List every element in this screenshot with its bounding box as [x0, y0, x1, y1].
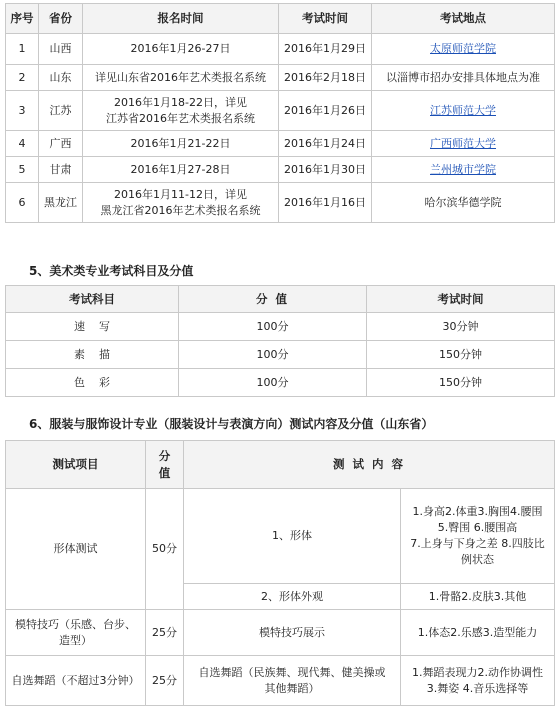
- fashion-test-table: [5, 440, 555, 706]
- table-row: [6, 313, 555, 341]
- cell-num: 1: [6, 34, 39, 65]
- table-row: [6, 341, 555, 369]
- detail-body: [401, 489, 555, 584]
- cell-exam-time: 2016年2月18日: [279, 65, 372, 91]
- cell-province: 黑龙江: [39, 183, 83, 223]
- cell-score: 100分: [179, 369, 367, 397]
- sub-item-dance: [184, 656, 401, 706]
- cell-province: 山东: [39, 65, 83, 91]
- header-exam-time: 考试时间: [279, 4, 372, 34]
- cell-time: 30分钟: [367, 313, 555, 341]
- registration-line: 2016年1月21-22日: [130, 136, 231, 150]
- header-time: 考试时间: [367, 286, 555, 313]
- art-subjects-table: [5, 285, 555, 397]
- detail-appearance: 1.骨骼2.皮肤3.其他: [401, 584, 555, 610]
- header-score-line1: 分: [158, 448, 171, 463]
- cell-exam-place: [372, 131, 555, 157]
- header-subject: 考试科目: [6, 286, 179, 313]
- table-header-row: [6, 4, 555, 34]
- header-exam-place: 考试地点: [372, 4, 555, 34]
- detail-line: 5.臀围 6.腰围高: [437, 521, 518, 535]
- cell-time: 150分钟: [367, 341, 555, 369]
- cell-exam-place: [372, 34, 555, 65]
- cell-registration: [83, 65, 279, 91]
- exam-place-link[interactable]: 太原师范学院: [430, 42, 496, 56]
- cell-num: 6: [6, 183, 39, 223]
- item-dance: 自选舞蹈（不超过3分钟）: [6, 656, 146, 706]
- cell-subject: 素 描: [6, 341, 179, 369]
- cell-exam-time: 2016年1月16日: [279, 183, 372, 223]
- cell-subject: 速 写: [6, 313, 179, 341]
- sub-item-model-skill: 模特技巧展示: [184, 610, 401, 656]
- cell-exam-place: [372, 157, 555, 183]
- detail-line: 例状态: [461, 552, 494, 566]
- cell-subject: 色 彩: [6, 369, 179, 397]
- header-test-content: 测 试 内 容: [184, 441, 555, 489]
- table-row: [6, 65, 555, 91]
- sub-item-body: 1、形体: [184, 489, 401, 584]
- table-row: [6, 610, 555, 656]
- exam-place-link[interactable]: 江苏师范大学: [430, 103, 496, 117]
- detail-line: 7.上身与下身之差 8.四肢比: [410, 537, 545, 550]
- item-line: 模特技巧（乐感、台步、: [15, 617, 136, 631]
- cell-num: 5: [6, 157, 39, 183]
- table-row: [6, 183, 555, 223]
- cell-province: 山西: [39, 34, 83, 65]
- cell-time: 150分钟: [367, 369, 555, 397]
- registration-line: 详见山东省2016年艺术类报名系统: [95, 70, 266, 84]
- score-model-skill: 25分: [146, 610, 184, 656]
- table-row: [6, 656, 555, 706]
- cell-exam-time: 2016年1月26日: [279, 91, 372, 131]
- header-score: [146, 441, 184, 489]
- cell-registration: [83, 131, 279, 157]
- registration-line: 江苏省2016年艺术类报名系统: [106, 111, 255, 125]
- header-score: 分 值: [179, 286, 367, 313]
- table-header-row: [6, 441, 555, 489]
- section-6-title: 6、服装与服饰设计专业（服装设计与表演方向）测试内容及分值（山东省）: [29, 417, 434, 431]
- detail-model-skill: 1.体态2.乐感3.造型能力: [401, 610, 555, 656]
- detail-line: 3.舞姿 4.音乐选择等: [426, 681, 529, 695]
- cell-registration: [83, 34, 279, 65]
- registration-line: 黑龙江省2016年艺术类报名系统: [100, 203, 261, 217]
- cell-exam-time: 2016年1月30日: [279, 157, 372, 183]
- exam-place-link[interactable]: 广西师范大学: [430, 136, 496, 150]
- table-row: [6, 489, 555, 584]
- cell-exam-place: 以淄博市招办安排具体地点为准: [372, 65, 555, 91]
- cell-score: 100分: [179, 341, 367, 369]
- cell-registration: [83, 157, 279, 183]
- score-dance: 25分: [146, 656, 184, 706]
- header-province: 省份: [39, 4, 83, 34]
- registration-line: 2016年1月27-28日: [130, 162, 231, 176]
- cell-province: 江苏: [39, 91, 83, 131]
- section-5-title: 5、美术类专业考试科目及分值: [29, 264, 194, 278]
- table-row: [6, 34, 555, 65]
- cell-score: 100分: [179, 313, 367, 341]
- cell-exam-time: 2016年1月29日: [279, 34, 372, 65]
- cell-num: 2: [6, 65, 39, 91]
- header-registration: 报名时间: [83, 4, 279, 34]
- item-model-skill: [6, 610, 146, 656]
- cell-num: 3: [6, 91, 39, 131]
- detail-line: 1.舞蹈表现力2.动作协调性: [412, 665, 543, 679]
- cell-exam-time: 2016年1月24日: [279, 131, 372, 157]
- score-body-test: 50分: [146, 489, 184, 610]
- name-line: 其他舞蹈）: [264, 681, 320, 695]
- registration-line: 2016年1月26-27日: [130, 42, 231, 56]
- cell-exam-place: 哈尔滨华德学院: [372, 183, 555, 223]
- cell-registration: [83, 183, 279, 223]
- detail-dance: [401, 656, 555, 706]
- header-score-line2: 值: [158, 465, 171, 480]
- table-row: [6, 131, 555, 157]
- detail-line: 1.身高2.体重3.胸围4.腰围: [412, 505, 543, 519]
- exam-schedule-table: [5, 3, 555, 223]
- registration-line: 2016年1月11-12日，详见: [114, 187, 247, 201]
- exam-place-link[interactable]: 兰州城市学院: [430, 162, 496, 176]
- cell-province: 广西: [39, 131, 83, 157]
- table-row: [6, 369, 555, 397]
- sub-item-appearance: 2、形体外观: [184, 584, 401, 610]
- item-line: 造型）: [59, 633, 92, 647]
- table-row: [6, 91, 555, 131]
- header-num: 序号: [6, 4, 39, 34]
- cell-num: 4: [6, 131, 39, 157]
- registration-line: 2016年1月18-22日，详见: [114, 95, 247, 109]
- table-row: [6, 157, 555, 183]
- cell-province: 甘肃: [39, 157, 83, 183]
- cell-exam-place: [372, 91, 555, 131]
- item-body-test: 形体测试: [6, 489, 146, 610]
- header-test-item: 测试项目: [6, 441, 146, 489]
- table-header-row: [6, 286, 555, 313]
- cell-registration: [83, 91, 279, 131]
- name-line: 自选舞蹈（民族舞、现代舞、健美操或: [198, 665, 386, 679]
